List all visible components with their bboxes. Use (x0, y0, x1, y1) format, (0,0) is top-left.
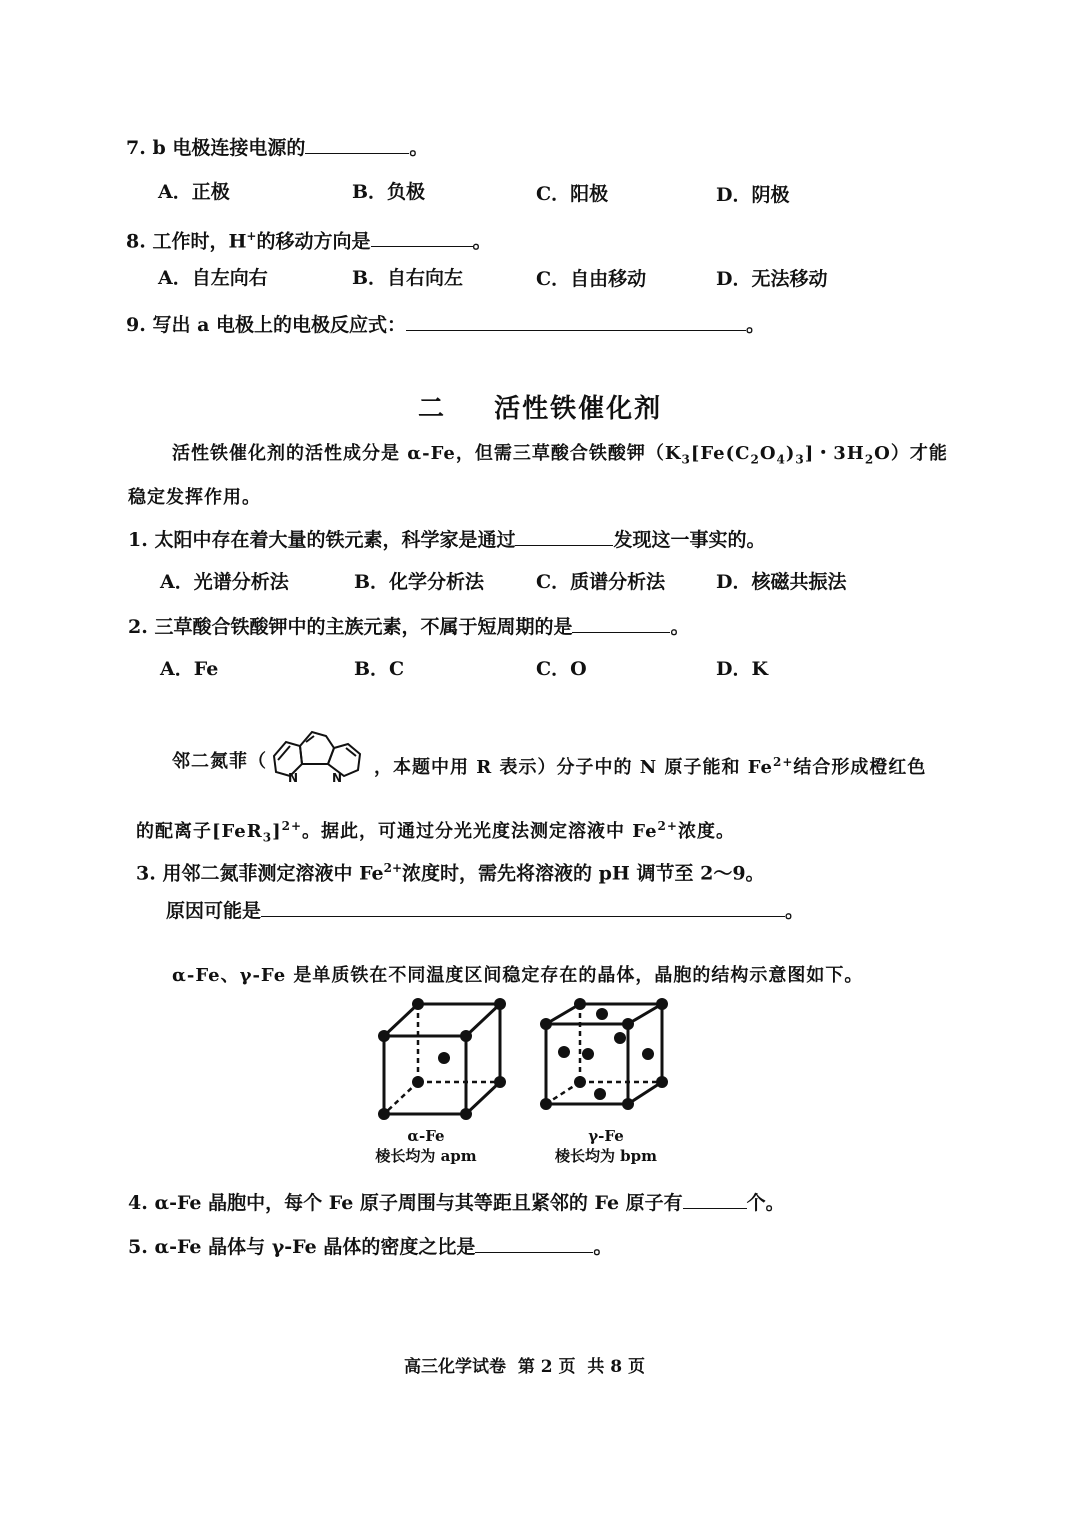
question-7: 7. b 电极连接电源的 。 (126, 133, 428, 162)
phen-atom-n-right: N (332, 771, 343, 785)
q8-option-c[interactable]: C．自由移动 (536, 268, 647, 290)
phen-line-2: 的配离子$[FeR_3]^{2+}$。据此，可通过分光光度法测定溶液中 $Fe^{2+}$浓度。 (136, 819, 735, 845)
answer-blank-3[interactable] (261, 896, 785, 917)
phen-pre: 邻二氮菲（ (172, 751, 267, 772)
q7-option-d[interactable]: D．阴极 (716, 184, 790, 206)
answer-blank-8[interactable] (371, 226, 473, 247)
crystal-intro: α-Fe、γ-Fe 是单质铁在不同温度区间稳定存在的晶体，晶胞的结构示意图如下。 (172, 965, 864, 986)
question-1: 1. 太阳中存在着大量的铁元素，科学家是通过 发现这一事实的。 (128, 525, 766, 554)
phen-atom-n-left: N (288, 771, 299, 785)
q2-option-a[interactable]: A．Fe (160, 658, 219, 680)
q1-option-d[interactable]: D．核磁共振法 (716, 571, 847, 593)
q2-option-c[interactable]: C．O (536, 658, 587, 680)
answer-blank-7[interactable] (305, 133, 409, 154)
phenanthroline-structure (262, 724, 374, 788)
alpha-fe-unit-cell (374, 996, 514, 1124)
question-3: 3. 用邻二氮菲测定溶液中 $Fe^{2+}$浓度时，需先将溶液的 pH 调节至 2～9。 (136, 861, 765, 885)
q2-option-d[interactable]: D．K (716, 658, 768, 680)
question-3-reason: 原因可能是 。 (166, 896, 804, 925)
phen-line-1: ，本题中用 R 表示）分子中的 N 原子能和 $Fe^{2+}$结合形成橙红色 (374, 755, 927, 778)
q8-option-b[interactable]: B．自右向左 (352, 267, 464, 289)
question-5: 5. α-Fe 晶体与 γ-Fe 晶体的密度之比是 。 (128, 1232, 612, 1261)
answer-blank-1[interactable] (515, 525, 613, 546)
gamma-fe-unit-cell (536, 996, 676, 1124)
answer-blank-5[interactable] (475, 1232, 593, 1253)
answer-blank-4[interactable] (683, 1188, 747, 1209)
intro-line-2: 稳定发挥作用。 (128, 487, 261, 508)
page-footer: 高三化学试卷 第 2 页 共 8 页 (404, 1357, 646, 1377)
q1-option-c[interactable]: C．质谱分析法 (536, 571, 666, 593)
question-9: 9. 写出 a 电极上的电极反应式： 。 (126, 310, 765, 339)
question-4: 4. α-Fe 晶胞中，每个 Fe 原子周围与其等距且紧邻的 Fe 原子有 个。 (128, 1188, 785, 1217)
intro-line-1: 活性铁催化剂的活性成分是 α-Fe，但需三草酸合铁酸钾（$K_3[Fe(C_2O_4)_3]$・$3H_2O$）才能 (172, 443, 948, 467)
section-title: 二 活性铁催化剂 (418, 394, 663, 424)
question-2: 2. 三草酸合铁酸钾中的主族元素，不属于短周期的是 。 (128, 612, 690, 641)
q7-option-c[interactable]: C．阳极 (536, 183, 609, 205)
answer-blank-2[interactable] (572, 612, 670, 633)
question-8: 8. 工作时，H+的移动方向是 。 (126, 222, 492, 255)
q7-option-b[interactable]: B．负极 (352, 181, 426, 203)
gamma-fe-caption: γ-Fe 棱长均为 bpm (554, 1127, 658, 1165)
answer-blank-9[interactable] (406, 310, 746, 331)
q2-option-b[interactable]: B．C (354, 658, 405, 680)
alpha-fe-caption: α-Fe 棱长均为 apm (375, 1127, 477, 1165)
q8-option-d[interactable]: D．无法移动 (716, 268, 828, 290)
q1-option-b[interactable]: B．化学分析法 (354, 571, 485, 593)
q1-option-a[interactable]: A．光谱分析法 (160, 571, 289, 593)
q7-option-a[interactable]: A．正极 (158, 181, 230, 203)
q8-option-a[interactable]: A．自左向右 (158, 267, 268, 289)
